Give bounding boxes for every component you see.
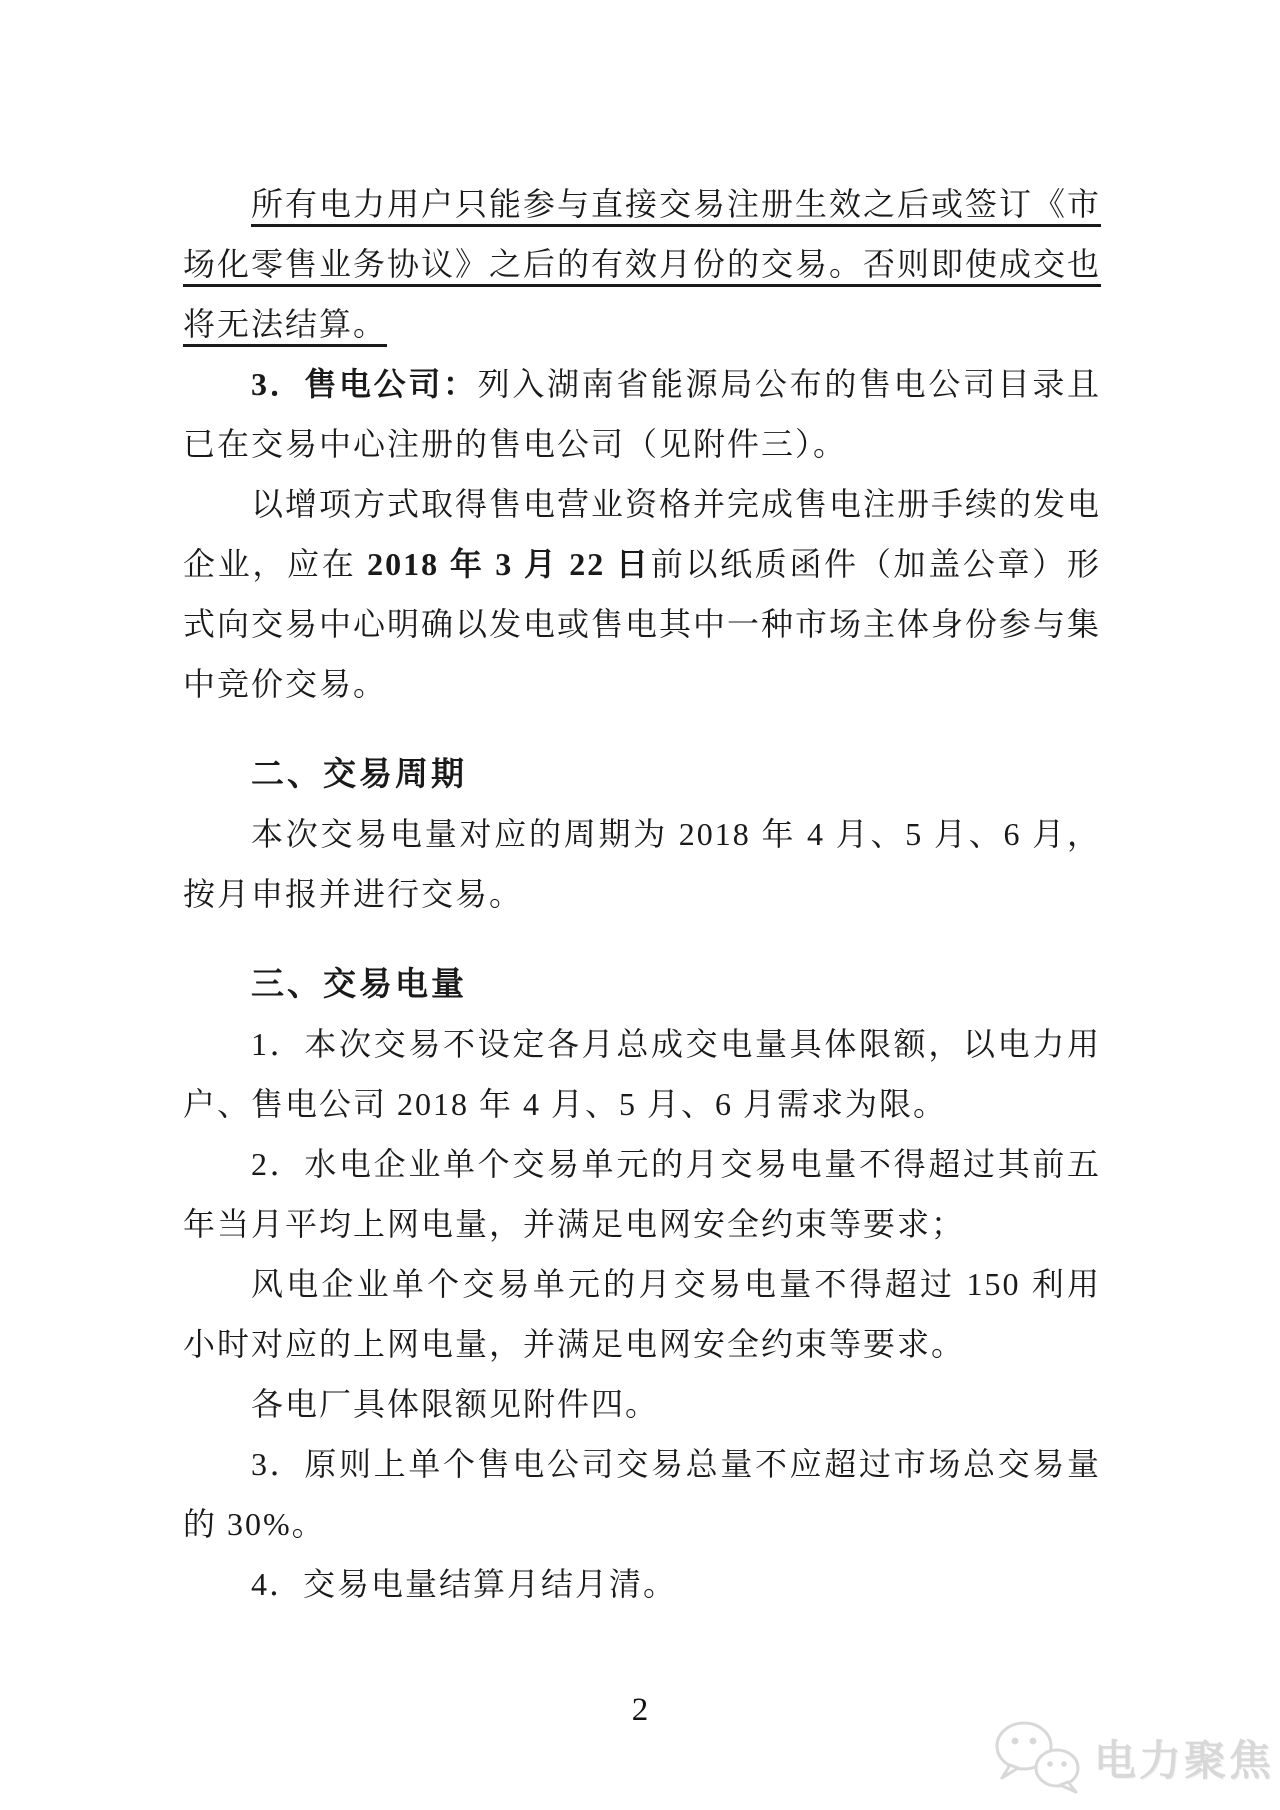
- text-run: 三、交易电量: [251, 965, 467, 1002]
- paragraph: [183, 804, 1101, 924]
- paragraph: [183, 1434, 1101, 1554]
- paragraph: [183, 354, 1101, 474]
- text-run: 以增项方式取得售电营业资格并完成售电注册手续的发电企业，应在: [183, 486, 1102, 582]
- text-run: 本次交易电量对应的周期为 2018 年 4 月、5 月、6 月，按月申报并进行交易。: [183, 816, 1101, 912]
- text-run: 各电厂具体限额见附件四。: [251, 1386, 660, 1422]
- text-run: 4．交易电量结算月结月清。: [251, 1566, 678, 1602]
- text-run: 3．原则上单个售电公司交易总量不应超过市场总交易量的 30%。: [183, 1446, 1101, 1542]
- paragraph: [183, 1554, 1101, 1614]
- paragraph: [183, 1374, 1101, 1434]
- section-heading: [183, 744, 1101, 804]
- document-body: [183, 174, 1101, 1614]
- text-run: 前以纸质函件（加盖公章）形式向交易中心明确以发电或售电其中一种市场主体身份参与集中竞价交易。: [183, 546, 1102, 702]
- paragraph: [183, 174, 1101, 354]
- paragraph: [183, 474, 1101, 714]
- text-run: 所有电力用户只能参与直接交易注册生效之后或签订《市场化零售业务协议》之后的有效月份的交易。否则即使成交也将无法结算。: [183, 186, 1102, 342]
- paragraph: [183, 1134, 1101, 1254]
- text-run: 1．本次交易不设定各月总成交电量具体限额，以电力用户、售电公司 2018 年 4 月、5 月、6 月需求为限。: [183, 1026, 1101, 1122]
- section-heading: [183, 954, 1101, 1014]
- text-run: 二、交易周期: [251, 755, 467, 792]
- page-number: 2: [631, 1692, 649, 1728]
- watermark-label: 电力聚焦: [1093, 1736, 1274, 1784]
- text-run: 2．水电企业单个交易单元的月交易电量不得超过其前五年当月平均上网电量，并满足电网安全约束等要求；: [183, 1146, 1101, 1242]
- text-run: 风电企业单个交易单元的月交易电量不得超过 150 利用小时对应的上网电量，并满足电网安全约束等要求。: [183, 1266, 1101, 1362]
- text-run: 2018 年 3 月 22 日: [367, 546, 651, 582]
- watermark: [988, 1716, 1274, 1799]
- text-run: 3．售电公司：: [251, 366, 478, 402]
- text-run: 列入湖南省能源局公布的售电公司目录且已在交易中心注册的售电公司（见附件三）。: [183, 366, 1101, 462]
- paragraph: [183, 1014, 1101, 1134]
- wechat-icon: [988, 1716, 1084, 1799]
- paragraph: [183, 1254, 1101, 1374]
